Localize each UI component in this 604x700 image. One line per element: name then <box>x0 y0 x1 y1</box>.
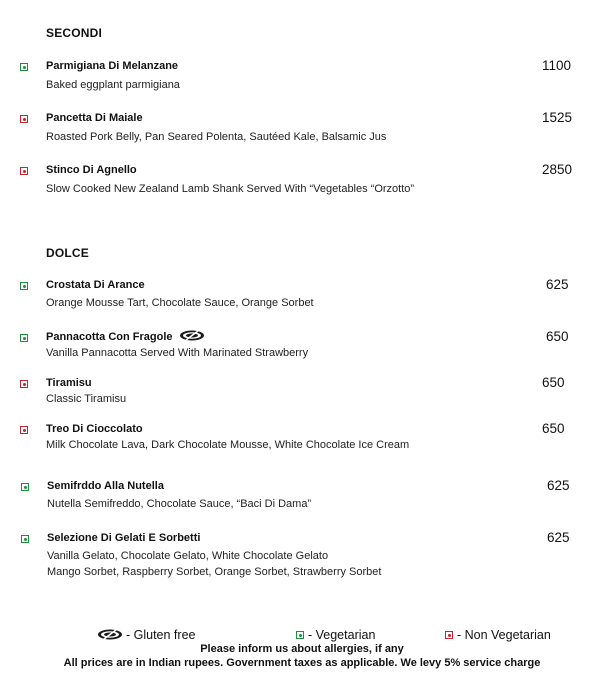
non-veg-icon <box>20 115 28 123</box>
non-veg-icon <box>445 631 453 639</box>
gluten-free-icon <box>179 330 205 341</box>
price-note: All prices are in Indian rupees. Government taxes as applicable. We levy 5% service charge <box>63 657 541 669</box>
item-name: Stinco Di Agnello <box>46 164 137 176</box>
item-description: Vanilla Gelato, Chocolate Gelato, White Chocolate Gelato <box>47 550 329 562</box>
item-name: Pannacotta Con Fragole <box>46 331 173 343</box>
allergy-note: Please inform us about allergies, if any <box>200 643 404 655</box>
item-price: 2850 <box>542 162 573 177</box>
item-name: Crostata Di Arance <box>46 279 145 291</box>
item-name-row <box>46 331 205 343</box>
item-price: 650 <box>546 329 569 344</box>
item-description: Nutella Semifreddo, Chocolate Sauce, “Baci Di Dama” <box>47 498 312 510</box>
veg-icon <box>21 483 29 491</box>
veg-icon <box>20 63 28 71</box>
legend-vegetarian: - Vegetarian <box>308 628 376 642</box>
item-name: Semifrddo Alla Nutella <box>47 480 164 492</box>
item-price: 625 <box>547 530 570 545</box>
section-title-secondi: SECONDI <box>46 26 103 40</box>
non-veg-icon <box>20 426 28 434</box>
item-description: Baked eggplant parmigiana <box>46 79 180 91</box>
gluten-free-icon <box>97 629 123 640</box>
item-description: Mango Sorbet, Raspberry Sorbet, Orange Sorbet, Strawberry Sorbet <box>47 566 382 578</box>
veg-icon <box>20 334 28 342</box>
item-price: 625 <box>546 277 569 292</box>
veg-icon <box>21 535 29 543</box>
item-name: Selezione Di Gelati E Sorbetti <box>47 532 201 544</box>
item-description: Vanilla Pannacotta Served With Marinated Strawberry <box>46 347 309 359</box>
item-name: Treo Di Cioccolato <box>46 423 143 435</box>
legend-gluten-free: - Gluten free <box>126 628 196 642</box>
item-name: Tiramisu <box>46 377 92 389</box>
item-description: Classic Tiramisu <box>46 393 127 405</box>
item-price: 650 <box>542 421 565 436</box>
non-veg-icon <box>20 167 28 175</box>
section-title-dolce: DOLCE <box>46 246 89 260</box>
veg-icon <box>296 631 304 639</box>
non-veg-icon <box>20 380 28 388</box>
item-description: Milk Chocolate Lava, Dark Chocolate Mousse, White Chocolate Ice Cream <box>46 439 410 451</box>
item-description: Roasted Pork Belly, Pan Seared Polenta, Sautéed Kale, Balsamic Jus <box>46 131 387 143</box>
item-name: Parmigiana Di Melanzane <box>46 60 179 72</box>
veg-icon <box>20 282 28 290</box>
item-price: 1525 <box>542 110 573 125</box>
item-description: Orange Mousse Tart, Chocolate Sauce, Orange Sorbet <box>46 297 314 309</box>
item-price: 625 <box>547 478 570 493</box>
item-price: 1100 <box>542 58 572 73</box>
item-price: 650 <box>542 375 565 390</box>
item-name: Pancetta Di Maiale <box>46 112 143 124</box>
item-description: Slow Cooked New Zealand Lamb Shank Served With “Vegetables “Orzotto” <box>46 183 415 195</box>
legend-non-vegetarian: - Non Vegetarian <box>457 628 551 642</box>
